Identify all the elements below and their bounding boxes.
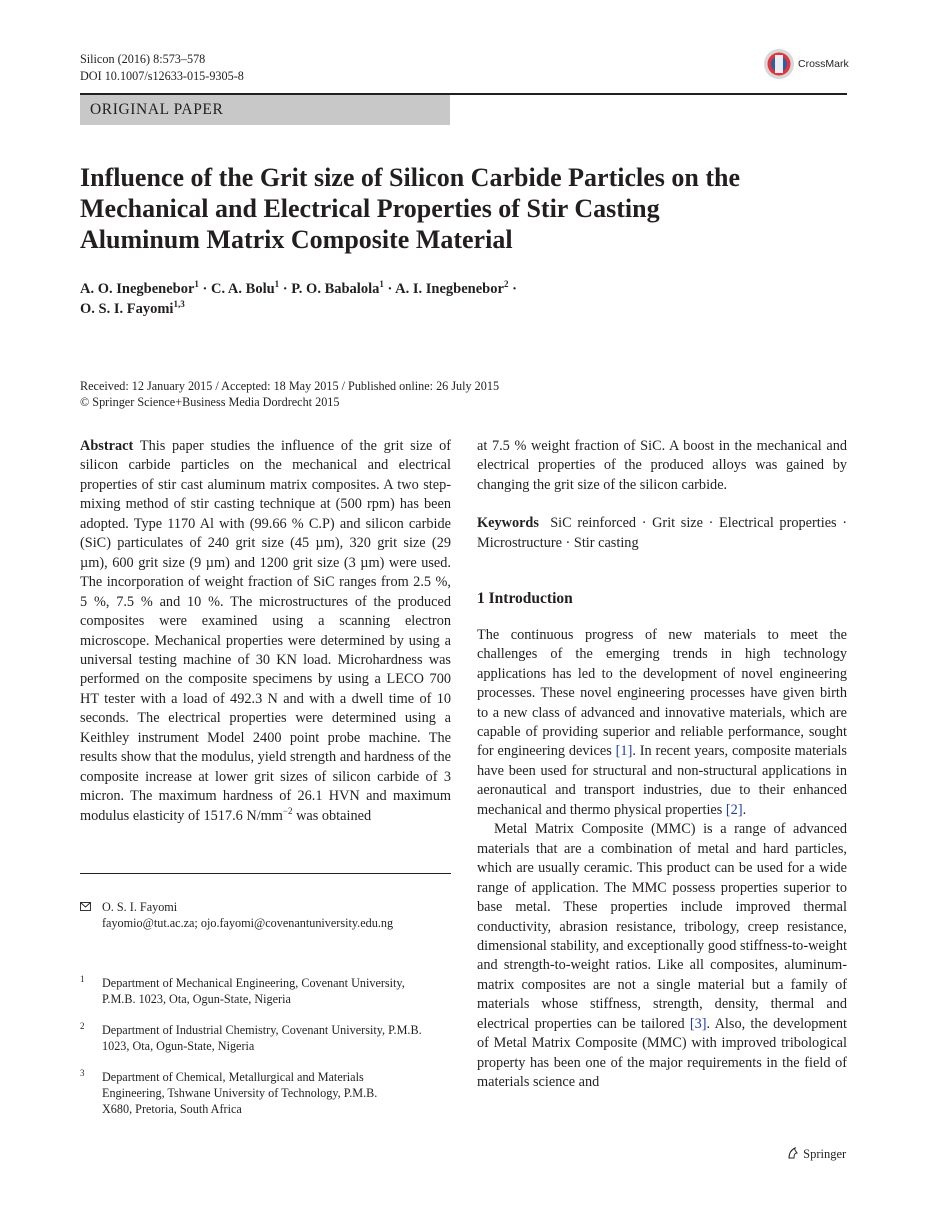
abstract-continued: at 7.5 % weight fraction of SiC. A boost in the mechanical and electrical properties of the produced alloys was gained by changing the grit size of the silicon carbide. [477,438,847,493]
copyright-line: © Springer Science+Business Media Dordrecht 2015 [80,395,340,409]
affiliation-text: Department of Mechanical Engineering, Covenant University, P.M.B. 1023, Ota, Ogun-State, Nigeria [102,976,405,1006]
author[interactable]: P. O. Babalola [291,281,380,297]
crossmark-icon[interactable] [763,48,795,80]
section-heading: 1 Introduction [477,590,573,608]
author-affiliation-mark: 2 [503,279,509,290]
citation-link[interactable]: [3] [689,1015,707,1032]
affiliation-number: 2 [80,1021,85,1031]
author-affiliation-mark: 1 [274,279,280,290]
corresponding-author [80,899,451,931]
paragraph-text: The continuous progress of new materials to meet the challenges of the emerging trends in high technology applications has led to the development of novel engineering processes. These novel engineering processes have given birth to a new class of advanced and innovative materials, which are capable of providing superior and reliable performance, sought for engineering devices [477,626,847,760]
crossmark-label[interactable]: CrossMark [798,58,849,70]
paragraph-text: . In recent years, composite materials have been used for structural and non-structural applications in aeronautical and transport industries, due to their enhanced mechanical and thermo physical properties [477,743,847,818]
paragraph-text: . [742,801,747,818]
citation-link[interactable]: [2] [725,801,743,818]
article-title: Influence of the Grit size of Silicon Carbide Particles on the Mechanical and Electrical Properties of Stir Casting Aluminum Matrix Composite Material [80,163,741,254]
springer-horse-icon [786,1146,800,1160]
author[interactable]: A. I. Inegbenebor [395,281,504,297]
section-label: ORIGINAL PAPER [90,101,224,118]
abstract-exponent: −2 [282,805,293,816]
abstract-text: This paper studies the influence of the grit size of silicon carbide particles on the mechanical and electrical properties of stir cast aluminum matrix composites. A two step-mixing method of stir casting technique at (500 rpm) has been adopted. Type 1170 Al with (99.66 % C.P) and silicon carbide (SiC) particulates of 240 grit size (45 µm), 320 grit size (29 µm), 600 grit size (9 µm) and 1200 grit size (3 µm) were used. The incorporation of weight fraction of SiC ranges from 2.5 %, 5 %, 7.5 % and 10 %. The microstructures of the produced composites were examined using a scanning electron microscope. Mechanical properties were determined by using a universal testing machine of 30 KN load. Microhardness was performed on the composite specimens by using a LECO 700 HT tester with a load of 492.3 N and with a dwell time of 10 seconds. The electrical properties were determined using a Keithley instrument Model 2400 point probe machine. The results show that the modulus, yield strength and hardness of the composite increase at lower grit sizes of silicon carbide of 3 micron. The maximum hardness of 26.1 HVN and maximum modulus elasticity of 1517.6 N/mm [80,438,452,824]
abstract-block [80,437,451,826]
dates-line: Received: 12 January 2015 / Accepted: 18 May 2015 / Published online: 26 July 2015 [80,379,500,393]
paragraph-text: . Also, the development of Metal Matrix Composite (MMC) with improved tribological property has been one of the major requirements in the field of materials science and [477,1015,847,1091]
corresponding-email[interactable]: fayomio@tut.ac.za; ojo.fayomi@covenantuniversity.edu.ng [102,916,394,930]
corresponding-name: O. S. I. Fayomi [102,900,178,914]
author-separator: · [383,281,396,297]
section-label-bar [80,95,450,125]
envelope-icon [80,902,91,911]
abstract-text-end: was obtained [292,807,372,824]
author-affiliation-mark: 1 [379,279,384,290]
citation-link[interactable]: [1] [615,743,633,760]
keywords-text: SiC reinforced · Grit size · Electrical properties · Microstructure · Stir casting [477,515,847,551]
affiliation-2 [80,1022,451,1054]
affiliation-3 [80,1069,451,1117]
affiliation-text: Department of Chemical, Metallurgical and Materials Engineering, Tshwane University of Technology, P.M.B. X680, Pretoria, South Africa [102,1070,378,1116]
paragraph-text: Metal Matrix Composite (MMC) is a range of advanced materials that are a combination of metal and hard particles, which are usually ceramic. This product can be used for a wide range of application. The MMC possess properties superior to base metal. These properties include improved thermal conductivity, abrasion resistance, tribology, creep resistance, dimensional stability, and exceptionally good stiffness-to-weight and strength-to-weight ratios. Like all composites, aluminum-matrix composites are not a single material but a family of materials whose stiffness, strength, density, thermal and electrical properties can be tailored [477,821,847,1032]
paragraph [477,626,847,821]
author-separator: · [508,281,517,297]
author[interactable]: O. S. I. Fayomi [80,301,174,317]
right-column [477,437,847,1093]
affiliation-text: Department of Industrial Chemistry, Covenant University, P.M.B. 1023, Ota, Ogun-State, Nigeria [102,1023,422,1053]
keywords [477,514,847,553]
publication-history [80,378,780,410]
affiliation-1 [80,975,451,1007]
paragraph [477,820,847,1092]
author-separator: · [279,281,292,297]
author[interactable]: A. O. Inegbenebor [80,281,195,297]
author[interactable]: C. A. Bolu [211,281,275,297]
footnote-rule [80,873,451,874]
publisher-logo [786,1146,846,1162]
author-separator: · [198,281,211,297]
keywords-label: Keywords [477,515,539,532]
publisher-name: Springer [803,1147,847,1161]
author-affiliation-mark: 1 [194,279,199,290]
journal-citation: Silicon (2016) 8:573–578 [80,52,206,66]
affiliation-number: 3 [80,1068,85,1078]
author-list [80,279,780,319]
doi-line: DOI 10.1007/s12633-015-9305-8 [80,69,244,83]
abstract-label: Abstract [80,438,134,454]
affiliation-number: 1 [80,974,85,984]
author-affiliation-mark: 1,3 [173,299,185,310]
